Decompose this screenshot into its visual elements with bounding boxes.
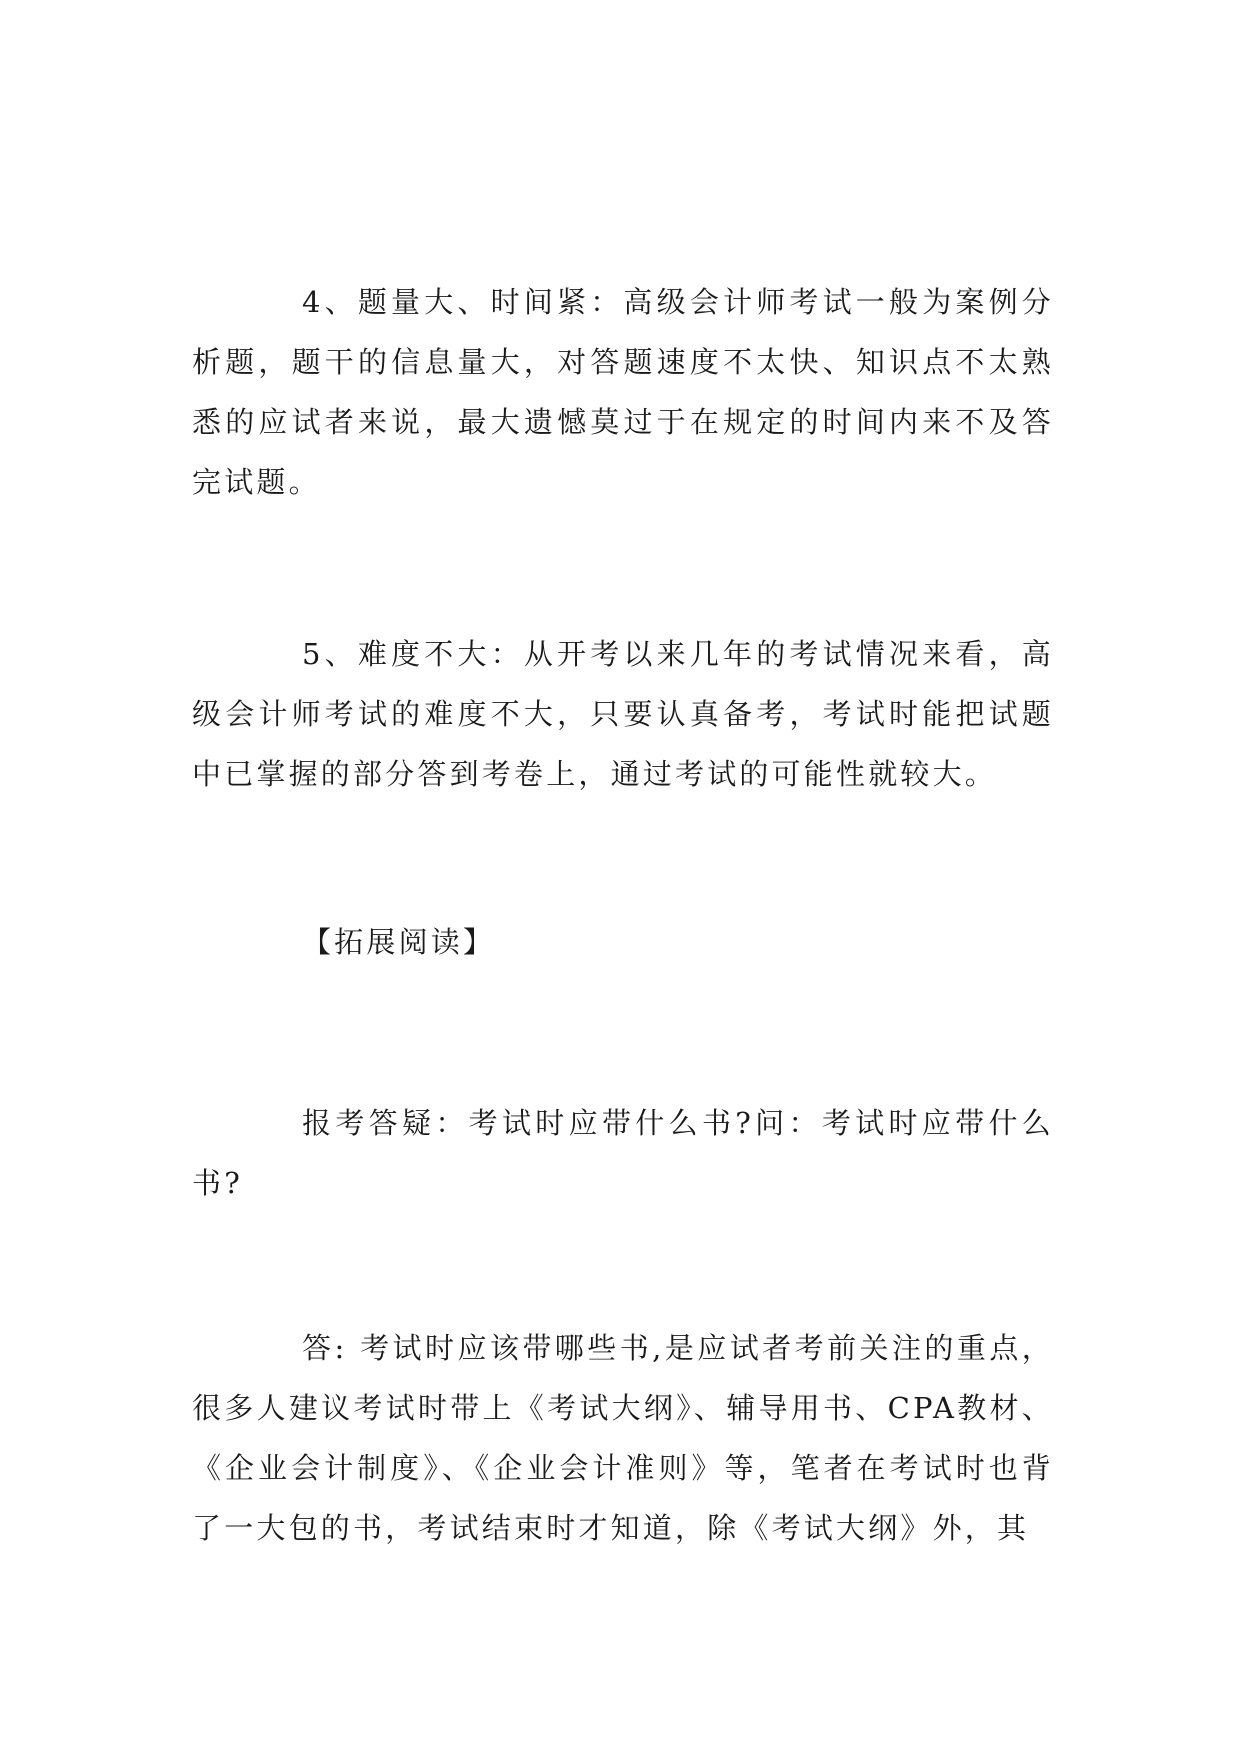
paragraph-difficulty: 5、难度不大：从开考以来几年的考试情况来看，高级会计师考试的难度不大，只要认真备考，考试时能把试题中已掌握的部分答到考卷上，通过考试的可能性就较大。 (192, 637, 1054, 791)
paragraph-faq-answer: 答: 考试时应该带哪些书,是应试者考前关注的重点，很多人建议考试时带上《考试大纲》、辅导用书、CPA教材、《企业会计制度》、《企业会计准则》等，笔者在考试时也背了一大包的书，考试结束时才知道，除《考试大纲》外，其 (192, 1331, 1054, 1545)
paragraph-faq-question: 报考答疑：考试时应带什么书?问：考试时应带什么书? (192, 1106, 1054, 1200)
paragraph-question-volume: 4、题量大、时间紧：高级会计师考试一般为案例分析题，题干的信息量大，对答题速度不太快、知识点不太熟悉的应试者来说，最大遗憾莫过于在规定的时间内来不及答完试题。 (192, 285, 1054, 499)
section-heading-extended-reading: 【拓展阅读】 (302, 925, 496, 959)
